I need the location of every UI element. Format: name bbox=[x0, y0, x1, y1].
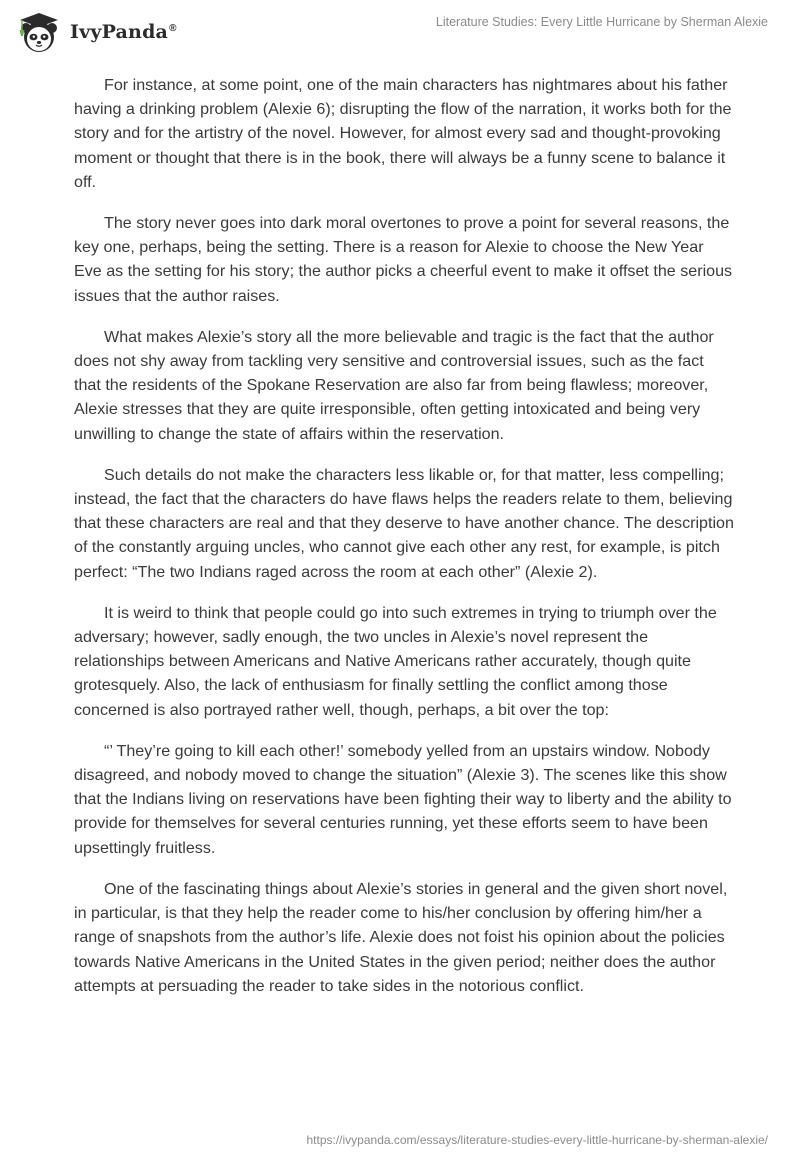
panda-graduation-cap-icon bbox=[14, 8, 64, 58]
paragraph: It is weird to think that people could go into such extremes in trying to triumph over the adversary; however, sadly enough, the two uncles in Alexie’s novel represent the relationships between Americans and Native Americans rather accurately, though quite grotesquely. Also, the lack of enthusiasm for finally settling the conflict among those concerned is also portrayed rather well, though, perhaps, a bit over the top: bbox=[74, 603, 717, 719]
paragraph: The story never goes into dark moral overtones to prove a point for several reasons, the key one, perhaps, being the setting. There is a reason for Alexie to choose the New Year Eve as the setting for his story; the author picks a cheerful event to make it offset the serious issues that the author raises. bbox=[74, 214, 733, 305]
source-url[interactable]: https://ivypanda.com/essays/literature-studies-every-little-hurricane-by-sherman-alexie/ bbox=[306, 1133, 768, 1147]
document-title: Literature Studies: Every Little Hurricane by Sherman Alexie bbox=[435, 15, 768, 29]
paragraph: “’ They’re going to kill each other!’ somebody yelled from an upstairs window. Nobody disagreed, and nobody moved to change the situation” (Alexie 3). The scenes like this show that the Indians living on reservations have been fighting their way to liberty and the ability to provide for themselves for several centuries running, yet these efforts seem to have been upsettingly fruitless. bbox=[74, 741, 732, 857]
page-header bbox=[0, 0, 800, 60]
ivypanda-logo[interactable] bbox=[14, 8, 177, 58]
essay-body bbox=[74, 73, 734, 1015]
logo-wordmark: IvyPanda® bbox=[70, 21, 177, 43]
paragraph: What makes Alexie’s story all the more believable and tragic is the fact that the author does not shy away from tackling very sensitive and controversial issues, such as the fact that the residents of the Spokane Reservation are also far from being flawless; moreover, Alexie stresses that they are quite irresponsible, often getting intoxicated and being very unwilling to change the state of affairs within the reservation. bbox=[74, 327, 714, 443]
registered-mark: ® bbox=[169, 22, 177, 34]
paragraph: For instance, at some point, one of the main characters has nightmares about his father having a drinking problem (Alexie 6); disrupting the flow of the narration, it works both for the story and for the artistry of the novel. However, for almost every sad and thought-provoking moment or thought that there is in the book, there will always be a funny scene to balance it off. bbox=[74, 76, 732, 191]
paragraph: Such details do not make the characters less likable or, for that matter, less compelling; instead, the fact that the characters do have flaws helps the readers relate to them, believing that these characters are real and that they deserve to have another chance. The description of the constantly arguing uncles, who cannot give each other any rest, for example, is pitch perfect: “The two Indians raged across the room at each other” (Alexie 2). bbox=[74, 465, 734, 581]
paragraph: One of the fascinating things about Alexie’s stories in general and the given short novel, in particular, is that they help the reader come to his/her conclusion by offering him/her a range of snapshots from the author’s life. Alexie does not foist his opinion about the policies towards Native Americans in the United States in the given period; neither does the author attempts at persuading the reader to take sides in the notorious conflict. bbox=[74, 879, 728, 995]
